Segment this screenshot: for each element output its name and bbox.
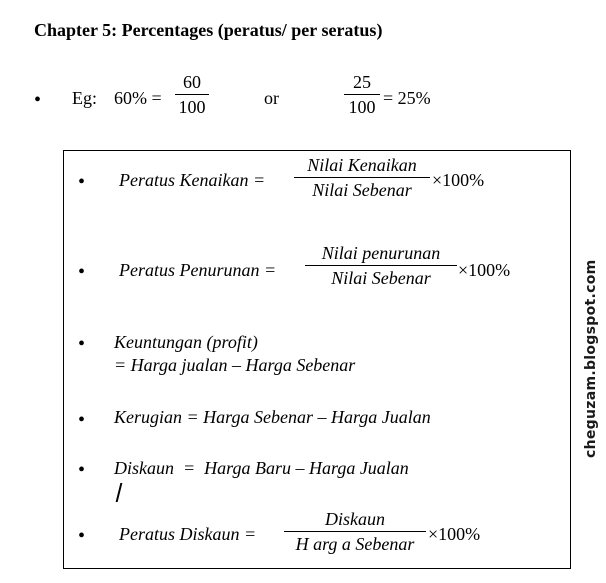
- example-or: or: [264, 88, 279, 108]
- example-rhs: = 25%: [383, 88, 431, 108]
- peratus-diskaun-lhs: Peratus Diskaun =: [119, 524, 257, 544]
- fraction-denominator: 100: [178, 97, 206, 117]
- bullet: •: [78, 261, 86, 283]
- keuntungan-line1: Keuntungan (profit): [114, 332, 258, 352]
- fraction-denominator: Nilai Sebenar: [312, 180, 412, 200]
- bullet: •: [78, 171, 86, 193]
- bullet: •: [78, 525, 86, 547]
- bullet: •: [78, 333, 86, 355]
- example-prefix: Eg:: [72, 88, 97, 108]
- keuntungan-line2: = Harga jualan – Harga Sebenar: [114, 355, 356, 375]
- example-lhs: 60% =: [114, 88, 162, 108]
- fraction-denominator: Nilai Sebenar: [331, 268, 431, 288]
- fraction-denominator: 100: [348, 97, 376, 117]
- penurunan-fraction: [305, 244, 457, 287]
- bullet: •: [78, 459, 86, 481]
- peratus-diskaun-fraction: [284, 510, 426, 553]
- bullet: •: [34, 89, 42, 111]
- fraction-numerator: Nilai Kenaikan: [307, 155, 417, 175]
- chapter-title: Chapter 5: Percentages (peratus/ per seratus): [34, 20, 383, 40]
- peratus-diskaun-tail: ×100%: [428, 524, 481, 544]
- fraction-numerator: Diskaun: [325, 509, 385, 529]
- blog-watermark: cheguzam.blogspot.com: [583, 259, 599, 458]
- kenaikan-lhs: Peratus Kenaikan =: [119, 170, 266, 190]
- fraction-numerator: 25: [353, 72, 371, 92]
- diskaun-formula: Diskaun = Harga Baru – Harga Jualan: [114, 458, 409, 478]
- kerugian-formula: Kerugian = Harga Sebenar – Harga Jualan: [114, 407, 431, 427]
- penurunan-tail: ×100%: [458, 260, 511, 280]
- kenaikan-fraction: [294, 156, 430, 199]
- fraction-denominator: H arg a Sebenar: [295, 534, 415, 554]
- fraction-numerator: Nilai penurunan: [321, 243, 441, 263]
- fraction-numerator: 60: [183, 72, 201, 92]
- penurunan-lhs: Peratus Penurunan =: [119, 260, 277, 280]
- example-fraction-1: [175, 73, 209, 116]
- bullet: •: [78, 409, 86, 431]
- example-fraction-2: [344, 73, 380, 116]
- kenaikan-tail: ×100%: [432, 170, 485, 190]
